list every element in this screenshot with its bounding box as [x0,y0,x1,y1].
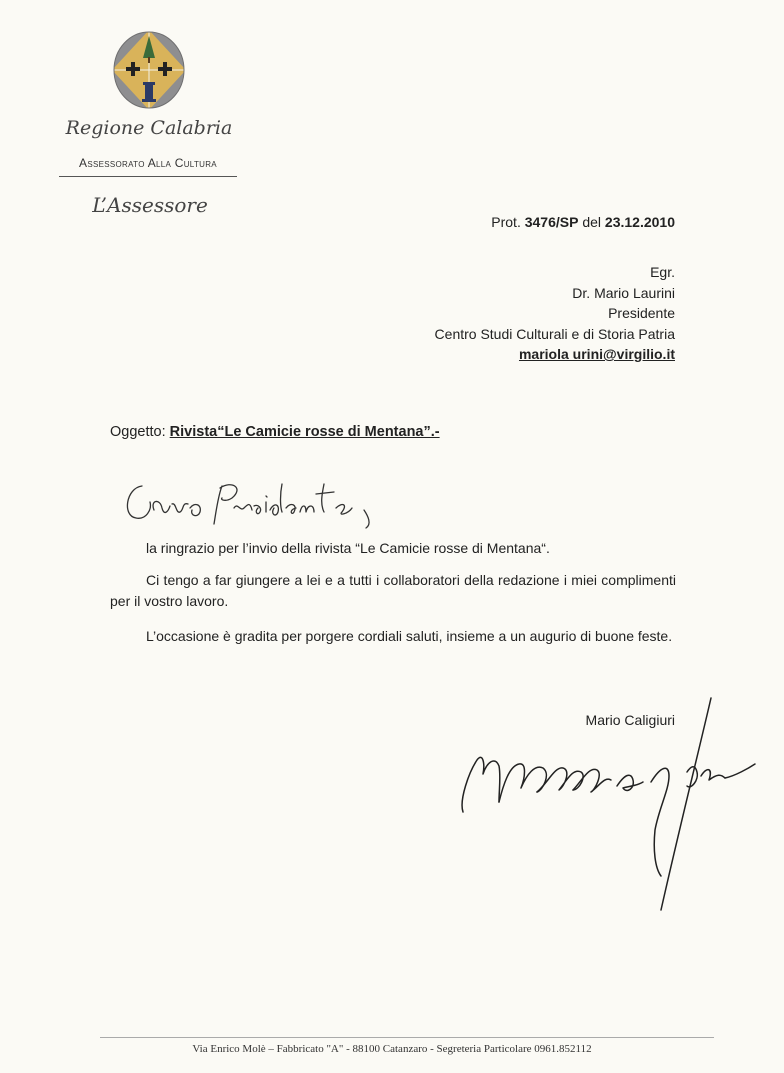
subject-label: Oggetto: [110,424,166,440]
protocol-number: 3476/SP [524,214,579,230]
recipient-role: Presidente [608,305,675,321]
body-paragraph: L’occasione è gradita per porgere cordiali saluti, insieme a un augurio di buone feste. [146,628,673,644]
handwritten-signature [455,690,765,920]
body-paragraph: la ringrazio per l’invio della rivista “Le Camicie rosse di Mentana“. [146,540,550,556]
department-name: Assessorato Alla Cultura [79,156,217,170]
protocol-line [491,214,675,230]
footer-address: Via Enrico Molè – Fabbricato "A" - 88100 Catanzaro - Segreteria Particolare 0961.852112 [192,1043,592,1055]
subject-line [110,424,440,440]
body-paragraph: Ci tengo a far giungere a lei e a tutti i collaboratori della redazione i miei complimenti per il vostro lavoro. [110,572,676,609]
signer-name: Mario Caligiuri [585,712,675,728]
protocol-date-prefix: del [582,214,602,230]
recipient-organization: Centro Studi Culturali e di Storia Patria [434,325,675,342]
recipient-salutation: Egr. [650,264,675,280]
letterhead-divider [59,176,237,177]
protocol-prefix: Prot. [491,214,521,230]
handwritten-greeting [120,472,400,532]
recipient-email: mariola urini@virgilio.it [518,346,675,362]
office-title: L’Assessore [92,193,208,217]
protocol-date: 23.12.2010 [604,214,675,230]
region-coat-of-arms [112,30,186,110]
region-name: Regione Calabria [65,117,233,139]
recipient-block [435,262,675,365]
subject-value: Rivista“Le Camicie rosse di Mentana”.- [169,424,440,440]
footer-divider [100,1037,714,1038]
recipient-name: Dr. Mario Laurini [572,284,675,301]
